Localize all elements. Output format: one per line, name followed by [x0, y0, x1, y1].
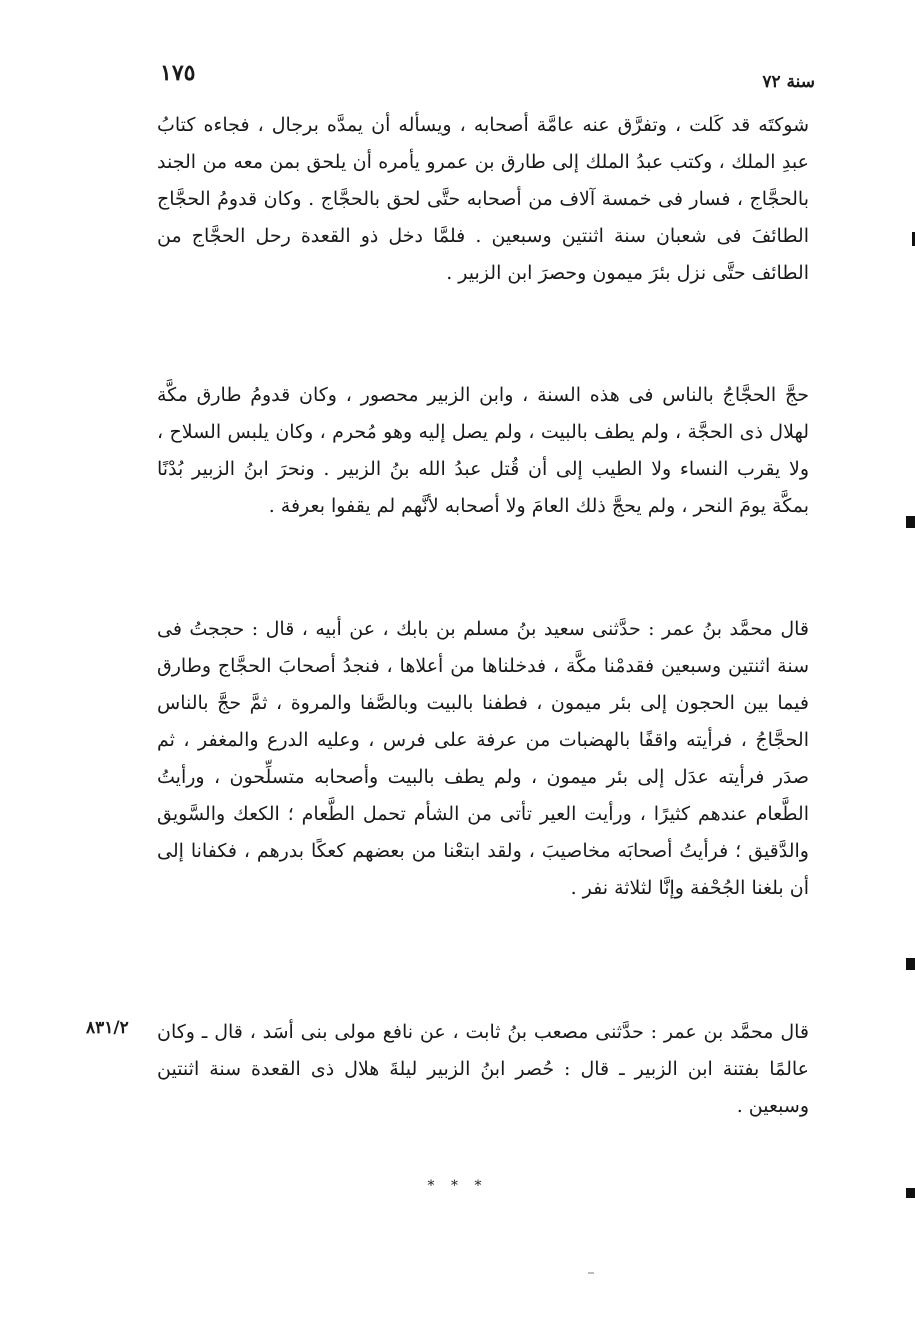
scan-edge-mark	[906, 516, 915, 528]
scan-edge-mark	[906, 1188, 915, 1198]
scan-edge-mark	[906, 958, 915, 970]
section-separator: * * *	[427, 1178, 488, 1194]
margin-reference: ٨٣١/٢	[86, 1018, 129, 1038]
paragraph-1: شوكتَه قد كَلت ، وتفرَّق عنه عامَّة أصحابه ، ويسأله أن يمدَّه برجال ، فجاءه كتابُ عبدِ الملك ، وكتب عبدُ الملك إلى طارق بن عمرو يأمره أن يلحق بمن معه من الجند بالحجَّاج ، فسار فى خمسة آلاف من أصحابه حتَّى لحق بالحجَّاج . وكان قدومُ الحجَّاج الطائفَ فى شعبان سنة اثنتين وسبعين . فلمَّا دخل ذو القعدة رحل الحجَّاج من الطائف حتَّى نزل بئرَ ميمون وحصرَ ابن الزبير .	[157, 114, 809, 284]
scan-speck	[588, 1272, 594, 1274]
paragraph-4: قال محمَّد بن عمر : حدَّثنى مصعب بنُ ثابت ، عن نافع مولى بنى أسَد ، قال ـ وكان عالمًا بفتنة ابن الزبير ـ قال : حُصر ابنُ الزبير ليلةَ هلال ذى القعدة سنة اثنتين وسبعين .	[157, 1021, 809, 1117]
running-header-year: سنة ٧٢	[762, 72, 815, 92]
paragraph-2: حجَّ الحجَّاجُ بالناس فى هذه السنة ، وابن الزبير محصور ، وكان قدومُ طارق مكَّة لهلال ذى الحجَّة ، ولم يطف بالبيت ، ولم يصل إليه وهو مُحرم ، وكان يلبس السلاح ، ولا يقرب النساء ولا الطيب إلى أن قُتل عبدُ الله بنُ الزبير . ونحرَ ابنُ الزبير بُدْنًا بمكَّة يومَ النحر ، ولم يحجَّ ذلك العامَ ولا أصحابه لأنَّهم لم يقفوا بعرفة .	[157, 384, 809, 517]
paragraph-3: قال محمَّد بنُ عمر : حدَّثنى سعيد بنُ مسلم بن بابك ، عن أبيه ، قال : حججتُ فى سنة اثنتين وسبعين فقدمْنا مكَّة ، فدخلناها من أعلاها ، فنجدُ أصحابَ الحجَّاج وطارق فيما بين الحجون إلى بئر ميمون ، فطفنا بالبيت وبالصَّفا والمروة ، ثمَّ حجَّ بالناس الحجَّاجُ ، فرأيته واقفًا بالهضبات من عرفة على فرس ، وعليه الدرع والمغفر ، ثم صدَر فرأيته عدَل إلى بئر ميمون ، ولم يطف بالبيت وأصحابه متسلِّحون ، ورأيتُ الطَّعام عندهم كثيرًا ، ورأيت العير تأتى من الشأم تحمل الطَّعام ؛ الكعك والسَّويق والدَّقيق ؛ فرأيتُ أصحابَه مخاصيبَ ، ولقد ابتعْنا من بعضهم كعكًا بدرهم ، فكفانا إلى أن بلغنا الجُحْفة وإنَّا لثلاثة نفر .	[157, 618, 809, 899]
page-number: ١٧٥	[160, 60, 196, 86]
